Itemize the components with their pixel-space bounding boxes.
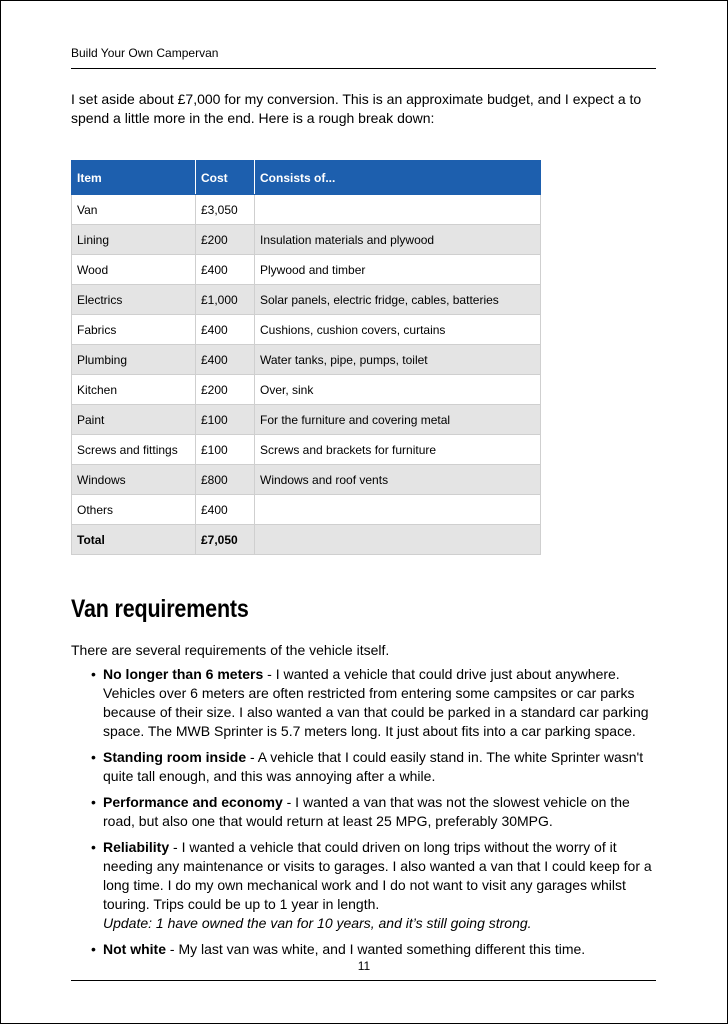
cell-consists-of: Windows and roof vents xyxy=(255,465,541,495)
cell-cost: £3,050 xyxy=(196,195,255,225)
cell-item: Wood xyxy=(72,255,196,285)
list-item xyxy=(89,793,661,831)
budget-table-body xyxy=(72,195,541,555)
cell-cost: £400 xyxy=(196,315,255,345)
cell-item: Screws and fittings xyxy=(72,435,196,465)
table-row xyxy=(72,225,541,255)
cell-cost: £400 xyxy=(196,495,255,525)
table-row xyxy=(72,315,541,345)
list-item xyxy=(89,748,661,786)
cell-item: Plumbing xyxy=(72,345,196,375)
cell-item: Paint xyxy=(72,405,196,435)
cell-cost: £400 xyxy=(196,255,255,285)
table-row xyxy=(72,375,541,405)
total-cost: £7,050 xyxy=(196,525,255,555)
list-item xyxy=(89,665,661,741)
column-header-item: Item xyxy=(72,161,196,195)
table-row xyxy=(72,495,541,525)
cell-item: Kitchen xyxy=(72,375,196,405)
cell-cost: £200 xyxy=(196,225,255,255)
requirement-text: - I wanted a van that was not the slowest vehicle on the road, but also one that would return at least 25 MPG, preferably 30MPG. xyxy=(103,794,630,829)
cell-cost: £200 xyxy=(196,375,255,405)
requirement-text: - I wanted a vehicle that could driven on long trips without the worry of it needing any maintenance or visits to garages. I also wanted a van that I could keep for a long time. I do my own mechanical work and I do not want to visit any garages whilst touring. Trips could be up to 1 year in length. xyxy=(103,839,652,912)
bullet-icon: • xyxy=(91,941,96,957)
bullet-icon: • xyxy=(91,749,96,765)
bullet-icon: • xyxy=(91,794,96,810)
table-row xyxy=(72,465,541,495)
cell-consists-of: Solar panels, electric fridge, cables, batteries xyxy=(255,285,541,315)
section-intro: There are several requirements of the vehicle itself. xyxy=(71,642,390,658)
requirement-text: - A vehicle that I could easily stand in. The white Sprinter wasn't quite tall enough, and this was annoying after a while. xyxy=(103,749,644,784)
table-row xyxy=(72,405,541,435)
cell-cost: £100 xyxy=(196,435,255,465)
requirement-text: - My last van was white, and I wanted something different this time. xyxy=(166,941,586,957)
table-row xyxy=(72,285,541,315)
table-row xyxy=(72,195,541,225)
cell-consists-of: Insulation materials and plywood xyxy=(255,225,541,255)
bullet-icon: • xyxy=(91,666,96,682)
cell-consists-of: Over, sink xyxy=(255,375,541,405)
footer-rule xyxy=(71,980,656,981)
cell-item: Fabrics xyxy=(72,315,196,345)
intro-paragraph: I set aside about £7,000 for my conversion. This is an approximate budget, and I expect a to spend a little more in the end. Here is a rough break down: xyxy=(71,91,642,126)
header-rule xyxy=(71,68,656,69)
cell-item: Others xyxy=(72,495,196,525)
budget-table xyxy=(71,160,541,555)
requirement-title: Reliability xyxy=(103,839,170,855)
table-header-row xyxy=(72,161,541,195)
cell-item: Van xyxy=(72,195,196,225)
cell-consists-of: Cushions, cushion covers, curtains xyxy=(255,315,541,345)
cell-cost: £400 xyxy=(196,345,255,375)
table-row xyxy=(72,345,541,375)
bullet-icon: • xyxy=(91,839,96,855)
table-row xyxy=(72,255,541,285)
requirement-title: Standing room inside xyxy=(103,749,247,765)
total-label: Total xyxy=(72,525,196,555)
cell-cost: £1,000 xyxy=(196,285,255,315)
cell-cost: £100 xyxy=(196,405,255,435)
cell-item: Lining xyxy=(72,225,196,255)
cell-consists-of: Plywood and timber xyxy=(255,255,541,285)
requirements-list xyxy=(89,665,661,966)
section-heading: Van requirements xyxy=(71,595,249,623)
cell-item: Electrics xyxy=(72,285,196,315)
list-item xyxy=(89,940,661,959)
list-item xyxy=(89,838,661,933)
column-header-cost: Cost xyxy=(196,161,255,195)
table-total-row xyxy=(72,525,541,555)
requirement-title: No longer than 6 meters xyxy=(103,666,264,682)
cell-consists-of: Water tanks, pipe, pumps, toilet xyxy=(255,345,541,375)
running-header: Build Your Own Campervan xyxy=(71,46,219,60)
requirement-text: - I wanted a vehicle that could drive just about anywhere. Vehicles over 6 meters are often restricted from entering some campsites or car parks because of their size. I also wanted a van that could be parked in a standard car parking space. The MWB Sprinter is 5.7 meters long. It just about fits into a car parking space. xyxy=(103,666,649,739)
page-number: 11 xyxy=(357,959,371,973)
cell-consists-of xyxy=(255,495,541,525)
cell-consists-of: For the furniture and covering metal xyxy=(255,405,541,435)
total-consists-of xyxy=(255,525,541,555)
update-note: Update: 1 have owned the van for 10 years, and it’s still going strong. xyxy=(103,915,532,931)
table-row xyxy=(72,435,541,465)
column-header-consists-of: Consists of... xyxy=(255,161,541,195)
requirement-title: Performance and economy xyxy=(103,794,283,810)
cell-consists-of xyxy=(255,195,541,225)
cell-cost: £800 xyxy=(196,465,255,495)
cell-item: Windows xyxy=(72,465,196,495)
requirement-title: Not white xyxy=(103,941,166,957)
cell-consists-of: Screws and brackets for furniture xyxy=(255,435,541,465)
